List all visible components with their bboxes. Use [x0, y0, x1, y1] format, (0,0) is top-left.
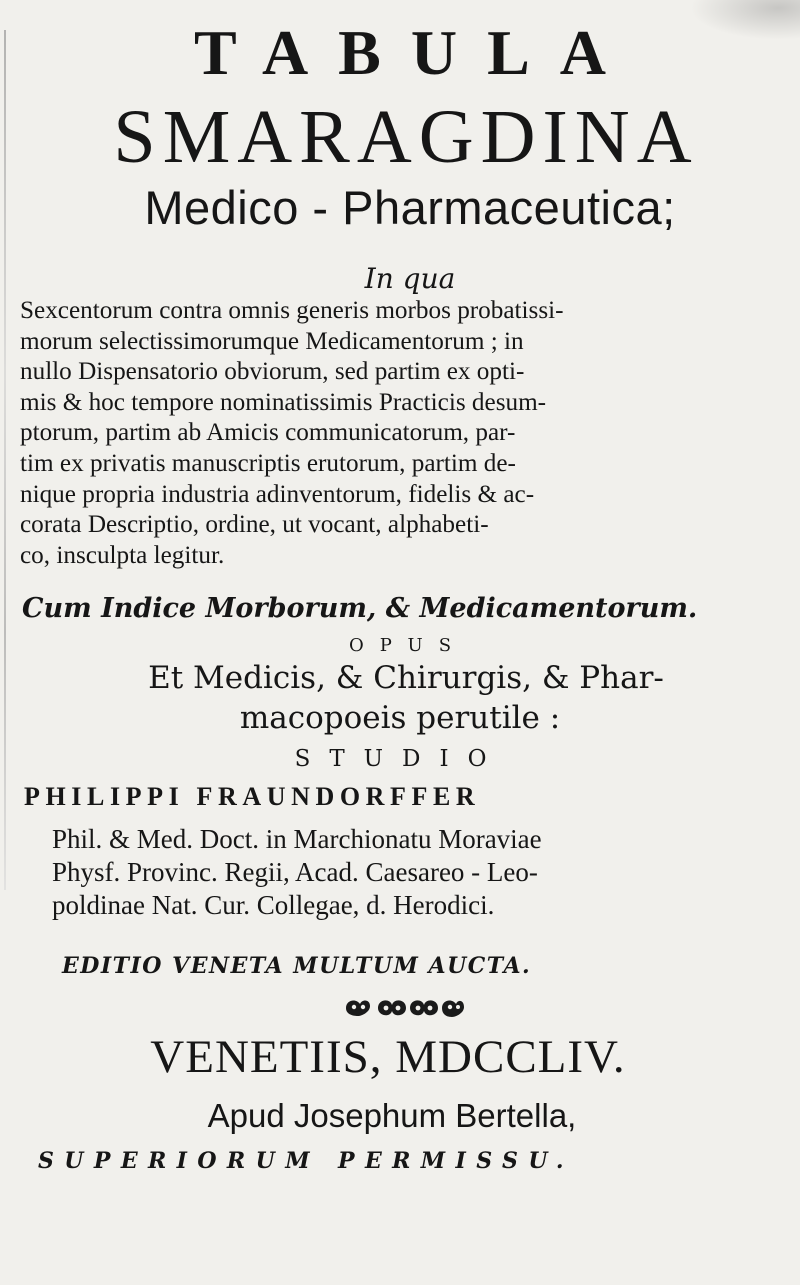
description-paragraph — [20, 296, 792, 571]
printer-name: Apud Josephum Bertella, — [207, 1097, 577, 1134]
description-line: ptorum, partim ab Amicis communicatorum, par- — [20, 419, 516, 447]
audience-line-1: Et Medicis, & Chirurgis, & Phar- — [148, 660, 664, 696]
studio-heading: STUDIO — [294, 746, 506, 772]
description-line: corata Descriptio, ordine, ut vocant, alphabeti- — [20, 511, 489, 539]
title-line-1: TABULA — [194, 17, 636, 88]
permission-statement: SUPERIORUM PERMISSU. — [38, 1148, 574, 1174]
title-line-2: SMARAGDINA — [113, 95, 699, 179]
description-line: mis & hoc tempore nominatissimis Practicis desum- — [20, 388, 547, 416]
cum-indice: Cum Indice Morborum, & Medicamentorum. — [22, 593, 698, 624]
description-line: nullo Dispensatorio obviorum, sed partim ex opti- — [20, 358, 525, 386]
edition-statement: EDITIO VENETA MULTUM AUCTA. — [62, 953, 532, 979]
audience-line-2: macopoeis perutile : — [239, 700, 561, 736]
author-credentials-line: poldinae Nat. Cur. Collegae, d. Herodici. — [52, 890, 495, 920]
description-line: Sexcentorum contra omnis generis morbos probatissi- — [20, 297, 564, 324]
description-line: co, insculpta legitur. — [20, 541, 225, 569]
description-line: nique propria industria adinventorum, fidelis & ac- — [20, 480, 535, 508]
printers-ornament-icon — [342, 996, 466, 1020]
opus-heading: OPUS — [348, 635, 468, 656]
imprint-place-date: VENETIIS, MDCCLIV. — [150, 1031, 626, 1083]
author-name: PHILIPPI FRAUNDORFFER — [24, 782, 481, 811]
author-credentials-line: Physf. Provinc. Regii, Acad. Caesareo - Leo- — [52, 857, 538, 887]
in-qua: In qua — [364, 262, 456, 295]
author-credentials-line: Phil. & Med. Doct. in Marchionatu Moraviae — [52, 824, 542, 854]
title-line-3: Medico - Pharmaceutica; — [144, 181, 676, 234]
description-line: tim ex privatis manuscriptis erutorum, partim de- — [20, 449, 516, 477]
description-line: morum selectissimorumque Medicamentorum ; in — [20, 327, 524, 355]
